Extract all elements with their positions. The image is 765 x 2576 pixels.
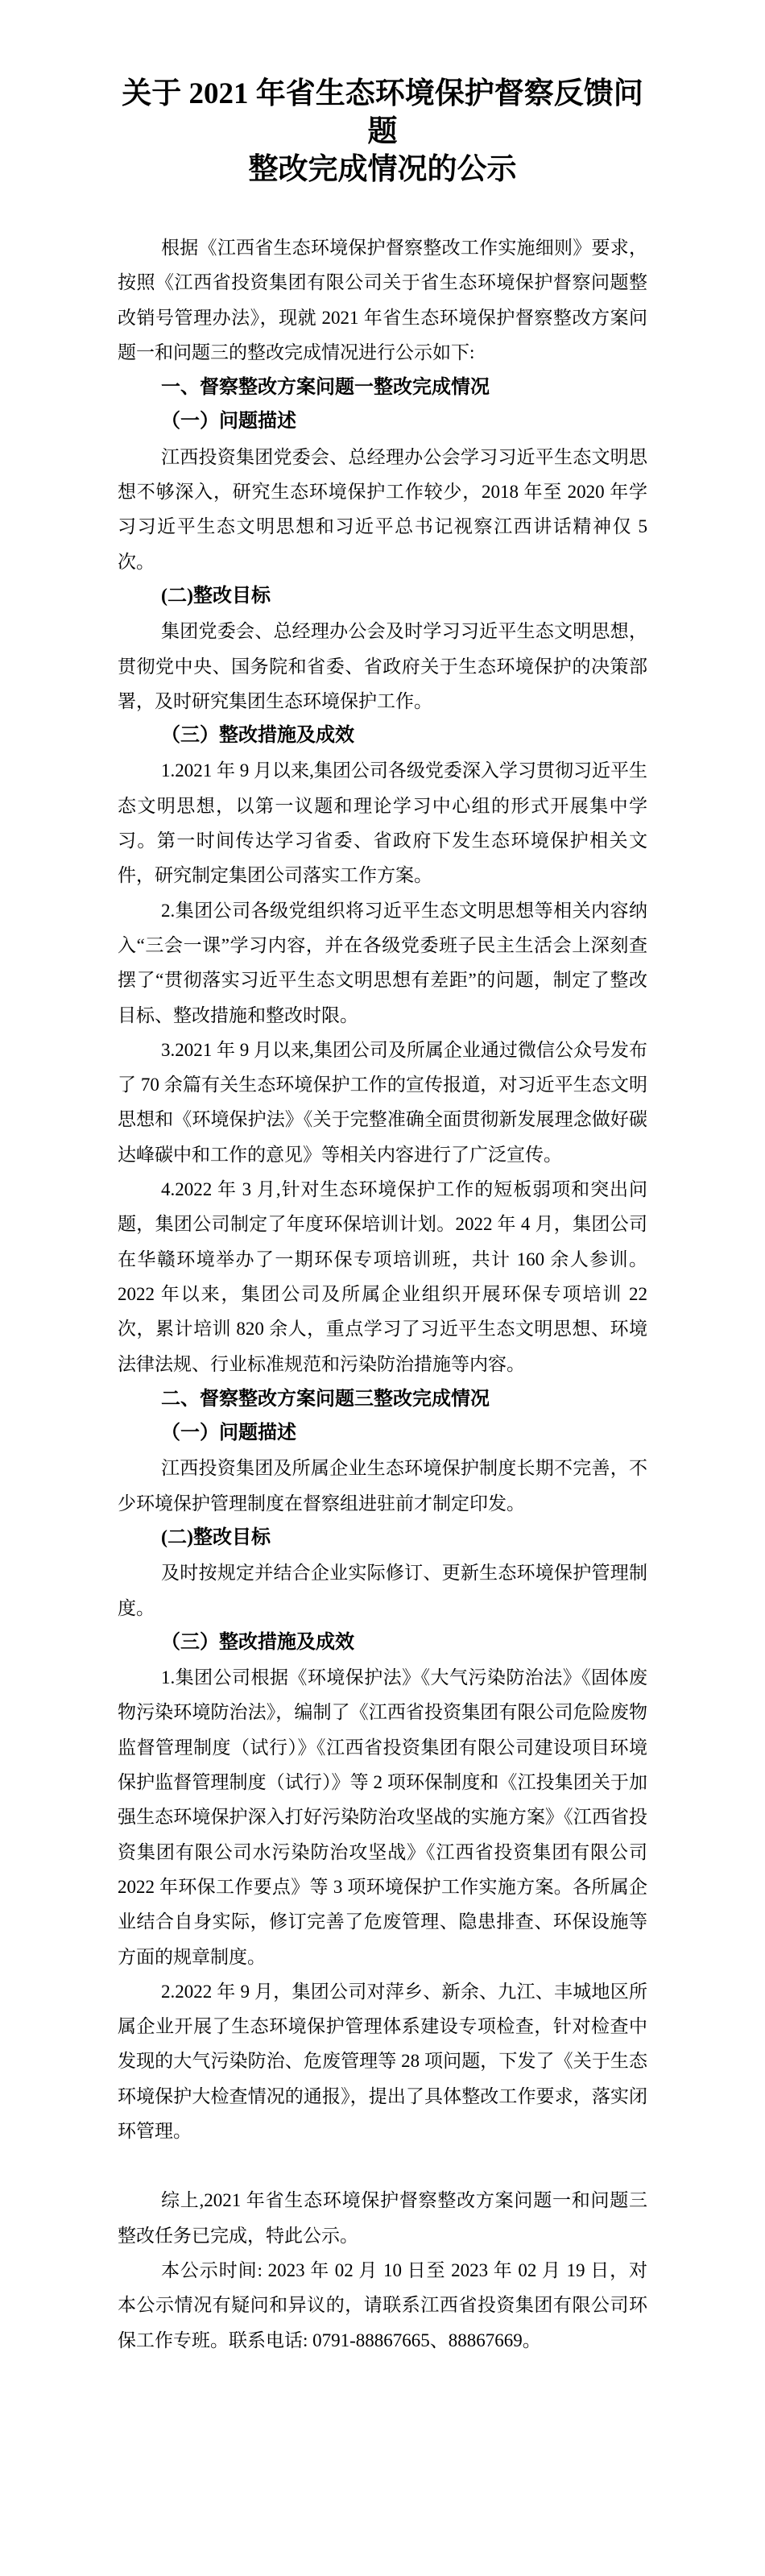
section1-measures-heading: （三）整改措施及成效: [161, 725, 354, 747]
section1-problem-paragraph: 江西投资集团党委会、总经理办公会学习习近平生态文明思想不够深入，研究生态环境保护工作较少，2018 年至 2020 年学习习近平生态文明思想和习近平总书记视察江西讲话精神仅 5 次。: [118, 446, 647, 572]
section2-goal-heading: (二)整改目标: [161, 1526, 271, 1548]
section1-measure-paragraph-2: 2.集团公司各级党组织将习近平生态文明思想等相关内容纳入“三会一课”学习内容，并在各级党委班子民主生活会上深刻查摆了“贯彻落实习近平生态文明思想有差距”的问题，制定了整改目标、整改措施和整改时限。: [118, 900, 647, 1025]
intro-paragraph: 根据《江西省生态环境保护督察整改工作实施细则》要求，按照《江西省投资集团有限公司关于省生态环境保护督察问题整改销号管理办法》，现就 2021 年省生态环境保护督察整改方案问题一和问题三的整改完成情况进行公示如下:: [118, 238, 647, 362]
section2-goal-paragraph: 及时按规定并结合企业实际修订、更新生态环境保护管理制度。: [118, 1563, 647, 1618]
closing-paragraph: 综上,2021 年省生态环境保护督察整改方案问题一和问题三整改任务已完成，特此公示。: [118, 2190, 647, 2246]
document-title: [118, 75, 647, 188]
section1-measure-paragraph-1: 1.2021 年 9 月以来,集团公司各级党委深入学习贯彻习近平生态文明思想，以第一议题和理论学习中心组的形式开展集中学习。第一时间传达学习省委、省政府下发生态环境保护相关文件，研究制定集团公司落实工作方案。: [118, 760, 647, 886]
section1-heading: 一、督察整改方案问题一整改完成情况: [161, 376, 490, 399]
section2-heading: 二、督察整改方案问题三整改完成情况: [161, 1387, 490, 1410]
section1-problem-heading: （一）问题描述: [161, 411, 296, 433]
section2-measures-heading: （三）整改措施及成效: [161, 1631, 354, 1653]
section1-measure-paragraph-3: 3.2021 年 9 月以来,集团公司及所属企业通过微信公众号发布了 70 余篇有关生态环境保护工作的宣传报道，对习近平生态文明思想和《环境保护法》《关于完整准确全面贯彻新发展理念做好碳达峰碳中和工作的意见》等相关内容进行了广泛宣传。: [118, 1039, 647, 1165]
section1-goal-paragraph: 集团党委会、总经理办公会及时学习习近平生态文明思想，贯彻党中央、国务院和省委、省政府关于生态环境保护的决策部署，及时研究集团生态环境保护工作。: [118, 621, 647, 711]
section2-measure-paragraph-2: 2.2022 年 9 月，集团公司对萍乡、新余、九江、丰城地区所属企业开展了生态环境保护管理体系建设专项检查，针对检查中发现的大气污染防治、危废管理等 28 项问题，下发了《关于生态环境保护大检查情况的通报》，提出了具体整改工作要求，落实闭环管理。: [118, 1981, 647, 2142]
section1-goal-heading: (二)整改目标: [161, 585, 271, 607]
document-title-line-1: 关于 2021 年省生态环境保护督察反馈问题: [122, 77, 643, 148]
notice-paragraph: 本公示时间: 2023 年 02 月 10 日至 2023 年 02 月 19 日，对本公示情况有疑问和异议的，请联系江西省投资集团有限公司环保工作专班。联系电话: 0791-88867665、88867669。: [118, 2259, 647, 2350]
section2-problem-paragraph: 江西投资集团及所属企业生态环境保护制度长期不完善，不少环境保护管理制度在督察组进驻前才制定印发。: [118, 1458, 647, 1514]
section2-problem-heading: （一）问题描述: [161, 1423, 296, 1444]
section2-measure-paragraph-1: 1.集团公司根据《环境保护法》《大气污染防治法》《固体废物污染环境防治法》，编制了《江西省投资集团有限公司危险废物监督管理制度（试行）》《江西省投资集团有限公司建设项目环境保护监督管理制度（试行）》等 2 项环保制度和《江投集团关于加强生态环境保护深入打好污染防治攻坚战的实施方案》《江西省投资集团有限公司水污染防治攻坚战》《江西省投资集团有限公司 2022 年环保工作要点》等 3 项环境保护工作实施方案。各所属企业结合自身实际，修订完善了危废管理、隐患排查、环保设施等方面的规章制度。: [118, 1667, 647, 1967]
document-title-line-2: 整改完成情况的公示: [248, 153, 517, 186]
section1-measure-paragraph-4: 4.2022 年 3 月,针对生态环境保护工作的短板弱项和突出问题，集团公司制定了年度环保培训计划。2022 年 4 月，集团公司在华赣环境举办了一期环保专项培训班，共计 160 余人参训。2022 年以来，集团公司及所属企业组织开展环保专项培训 22 次，累计培训 820 余人，重点学习了习近平生态文明思想、环境法律法规、行业标准规范和污染防治措施等内容。: [118, 1179, 647, 1374]
